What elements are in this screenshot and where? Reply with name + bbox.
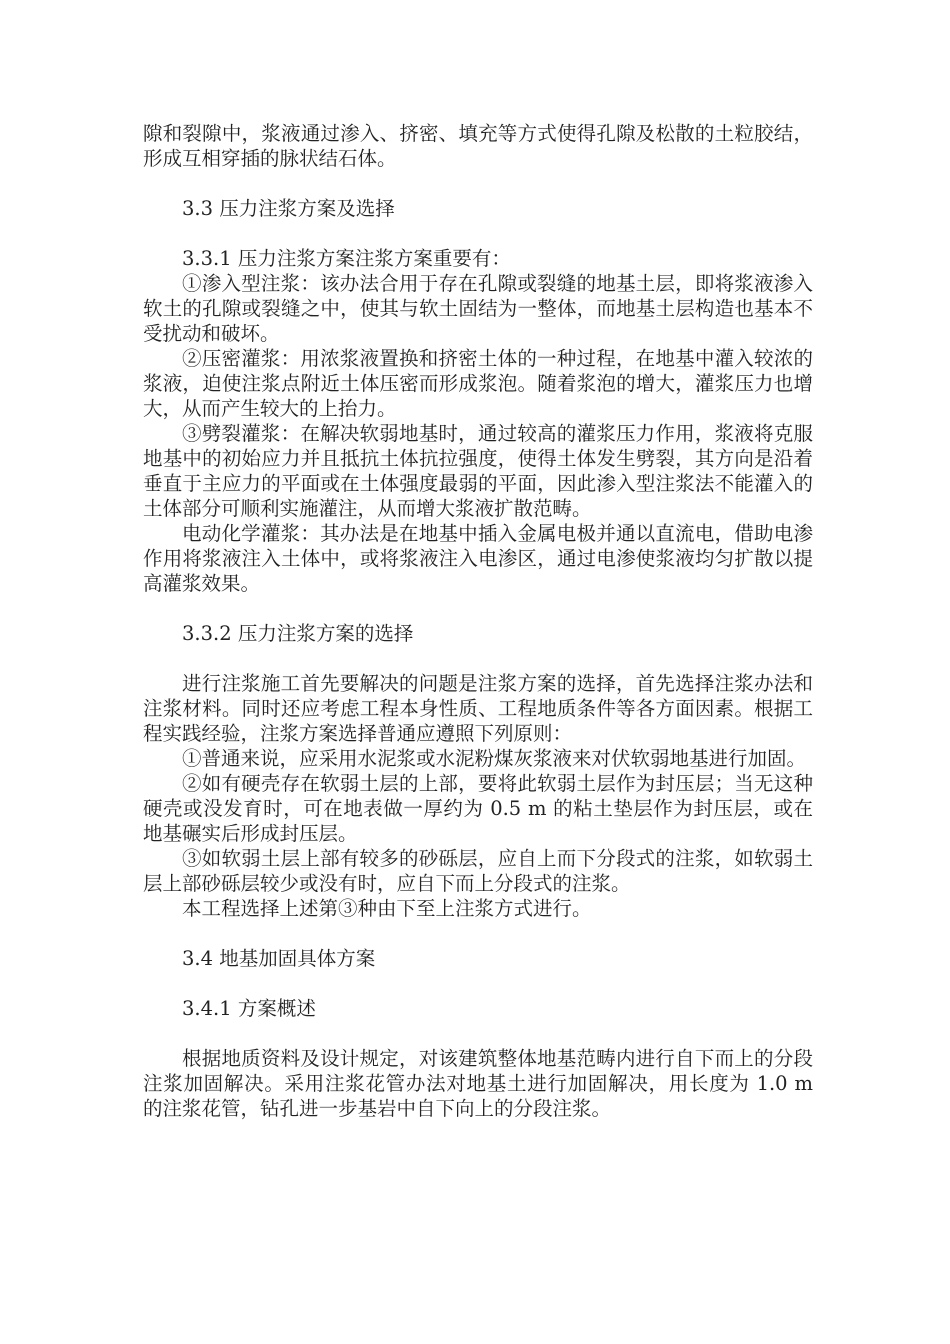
paragraph-principle-3: ③如软弱土层上部有较多的砂砾层，应自上而下分段式的注浆，如软弱土层上部砂砾层较少或没有时，应自下而上分段式的注浆。: [143, 847, 813, 895]
paragraph-project-choice: 本工程选择上述第③种由下至上注浆方式进行。: [182, 897, 592, 920]
paragraph-continuation: 隙和裂隙中，浆液通过渗入、挤密、填充等方式使得孔隙及松散的土粒胶结，形成互相穿插的脉状结石体。: [143, 122, 813, 170]
paragraph-principle-1: ①普通来说，应采用水泥浆或水泥粉煤灰浆液来对伏软弱地基进行加固。: [182, 747, 807, 770]
paragraph-fracture-grouting: ③劈裂灌浆：在解决软弱地基时，通过较高的灌浆压力作用，浆液将克服地基中的初始应力并且抵抗土体抗拉强度，使得土体发生劈裂，其方向是沿着垂直于主应力的平面或在土体强度最弱的平面，因此渗入型注浆法不能灌入的土体部分可顺利实施灌注，从而增大浆液扩散范畴。: [143, 422, 813, 520]
paragraph-principle-2: ②如有硬壳存在软弱土层的上部，要将此软弱土层作为封压层；当无这种硬壳或没发育时，可在地表做一厚约为 0.5 m 的粘土垫层作为封压层，或在地基碾实后形成封压层。: [143, 772, 813, 845]
paragraph-selection-intro: 进行注浆施工首先要解决的问题是注浆方案的选择，首先选择注浆办法和注浆材料。同时还应考虑工程本身性质、工程地质条件等各方面因素。根据工程实践经验，注浆方案选择普通应遵照下列原则：: [143, 672, 813, 745]
paragraph-electrochemical-grouting: 电动化学灌浆：其办法是在地基中插入金属电极并通以直流电，借助电渗作用将浆液注入土体中，或将浆液注入电渗区，通过电渗使浆液均匀扩散以提高灌浆效果。: [143, 522, 813, 595]
heading-3-3-2: 3.3.2 压力注浆方案的选择: [182, 622, 414, 645]
heading-3-4-1: 3.4.1 方案概述: [182, 997, 316, 1020]
paragraph-infiltration-grouting: ①渗入型注浆：该办法合用于存在孔隙或裂缝的地基土层，即将浆液渗入软土的孔隙或裂缝之中，使其与软土固结为一整体，而地基土层构造也基本不受扰动和破坏。: [143, 272, 813, 345]
heading-3-4: 3.4 地基加固具体方案: [182, 947, 376, 970]
document-body: [143, 121, 813, 1121]
paragraph-scheme-overview: 根据地质资料及设计规定，对该建筑整体地基范畴内进行自下而上的分段注浆加固解决。采用注浆花管办法对地基土进行加固解决，用长度为 1.0 m 的注浆花管，钻孔进一步基岩中自下向上的分段注浆。: [143, 1047, 813, 1120]
heading-3-3: 3.3 压力注浆方案及选择: [182, 197, 395, 220]
paragraph-compaction-grouting: ②压密灌浆：用浓浆液置换和挤密土体的一种过程，在地基中灌入较浓的浆液，迫使注浆点附近土体压密而形成浆泡。随着浆泡的增大，灌浆压力也增大，从而产生较大的上抬力。: [143, 347, 813, 420]
heading-3-3-1: 3.3.1 压力注浆方案注浆方案重要有：: [182, 247, 511, 270]
